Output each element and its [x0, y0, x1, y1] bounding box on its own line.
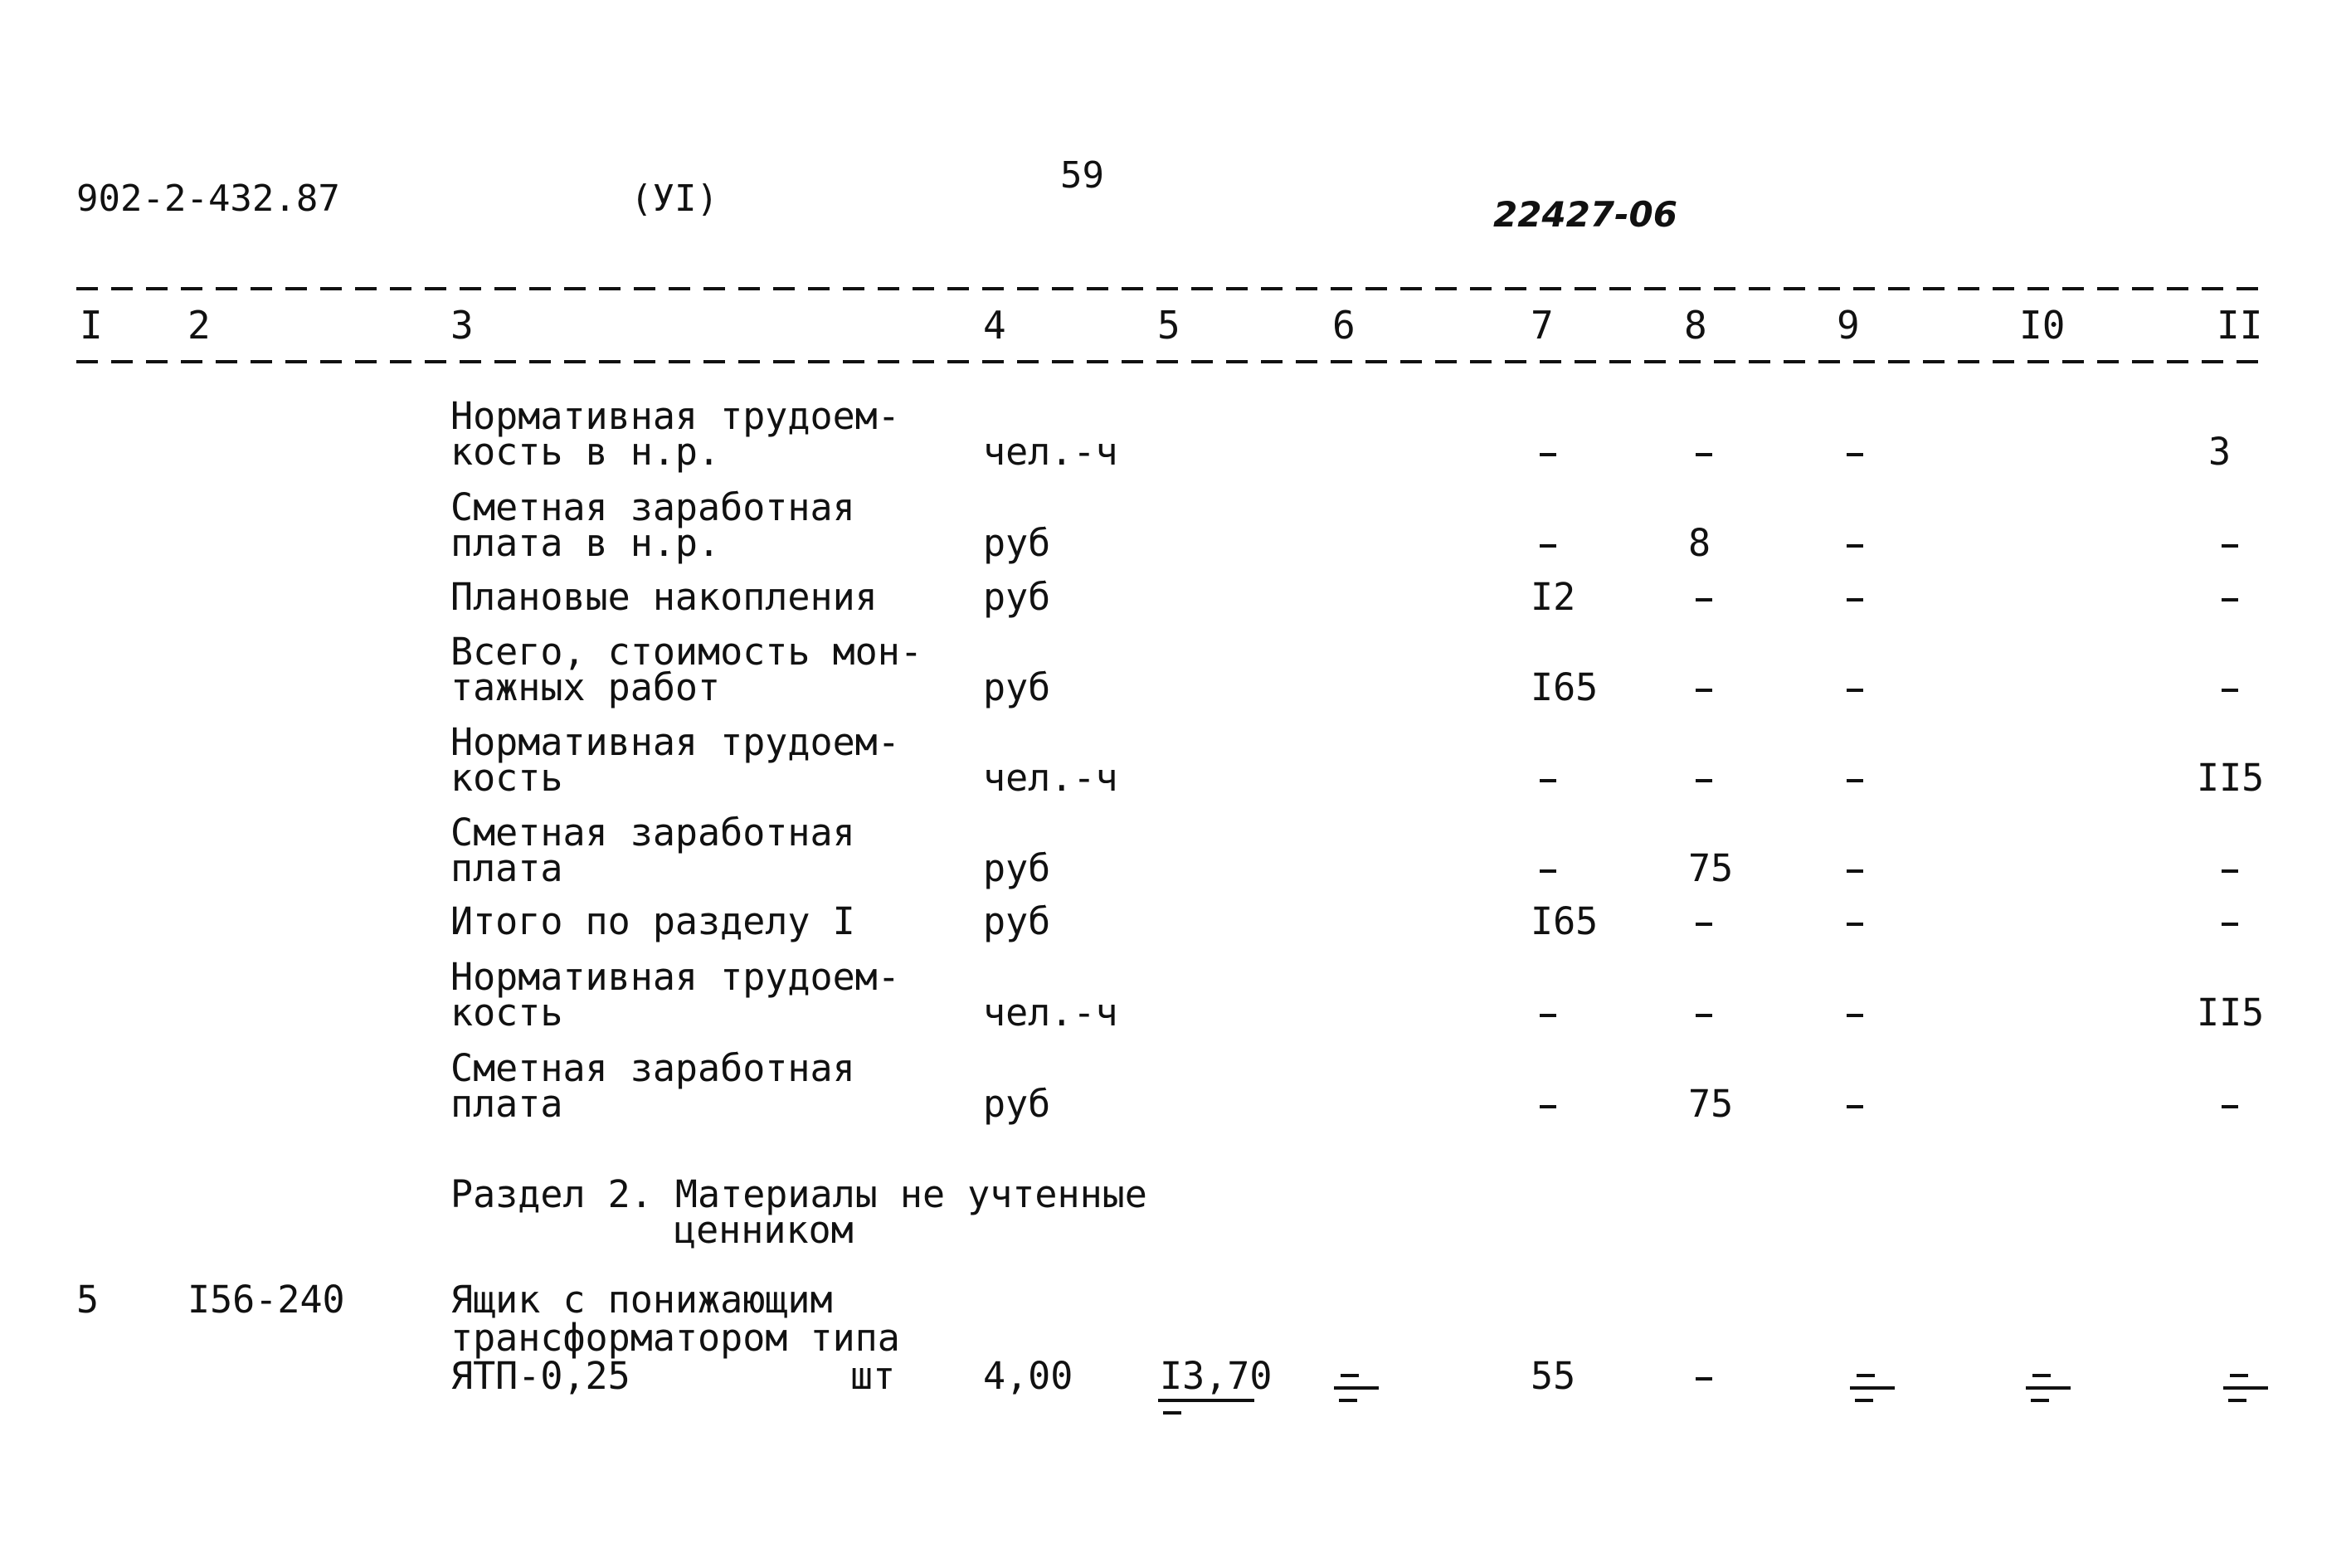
- row-name-cont: кость в н.р.: [450, 430, 721, 474]
- row-c8: 8: [1688, 521, 1711, 565]
- row-unit: руб: [983, 521, 1051, 565]
- row-c9-dash: [1847, 1105, 1863, 1108]
- doc-code: 902-2-432.87: [76, 178, 340, 220]
- row-name: Сметная заработная: [450, 811, 855, 855]
- row-c9-dash: [1847, 689, 1863, 692]
- item-unit-price: I3,70: [1160, 1354, 1273, 1398]
- row-c8-dash: [1696, 453, 1712, 456]
- row-unit: руб: [983, 665, 1051, 709]
- table-header-rule: [76, 360, 2266, 363]
- row-name: Плановые накопления: [450, 575, 878, 619]
- row-name: Итого по разделу I: [450, 899, 855, 943]
- row-c8-dash: [1696, 689, 1712, 692]
- item-c7: 55: [1531, 1354, 1576, 1398]
- archive-number: 22427-06: [1493, 194, 1677, 235]
- row-name: Сметная заработная: [450, 485, 855, 529]
- row-c11-dash: [2222, 544, 2238, 548]
- item-code: I56-240: [187, 1278, 345, 1322]
- row-c9-dash: [1847, 453, 1863, 456]
- row-c8-dash: [1696, 923, 1712, 926]
- row-c11-dash: [2222, 923, 2238, 926]
- row-c11-dash: [2222, 689, 2238, 692]
- row-c8: 75: [1688, 1082, 1734, 1126]
- row-unit: руб: [983, 899, 1051, 943]
- row-c8-dash: [1696, 1014, 1712, 1017]
- row-name-cont: кость: [450, 991, 563, 1035]
- row-name-cont: плата в н.р.: [450, 521, 721, 565]
- row-unit: руб: [983, 1082, 1051, 1126]
- item-name-cont: трансформатором типа: [450, 1316, 900, 1360]
- row-name-cont: плата: [450, 846, 563, 890]
- page-number: 59: [1060, 154, 1104, 197]
- part-number: (УI): [630, 178, 718, 220]
- row-c9-dash: [1847, 779, 1863, 782]
- row-c7-dash: [1540, 779, 1556, 782]
- row-name-cont: кость: [450, 756, 563, 800]
- table-top-rule: [76, 287, 2266, 290]
- fraction-dash-c10: [2026, 1374, 2071, 1407]
- row-c7-dash: [1540, 869, 1556, 873]
- section-title-cont: ценником: [674, 1208, 854, 1252]
- row-c9-dash: [1847, 923, 1863, 926]
- row-unit: чел.-ч: [983, 991, 1118, 1035]
- row-c9-dash: [1847, 869, 1863, 873]
- item-unit: шт: [850, 1354, 896, 1398]
- row-c11-dash: [2222, 598, 2238, 601]
- column-header-2: 2: [187, 303, 211, 348]
- item-name: Ящик с понижающим: [450, 1278, 833, 1322]
- item-quantity: 4,00: [983, 1354, 1073, 1398]
- row-unit: чел.-ч: [983, 430, 1118, 474]
- column-header-4: 4: [983, 303, 1006, 348]
- row-name: Сметная заработная: [450, 1046, 855, 1090]
- price-underline-mark: [1163, 1411, 1181, 1415]
- column-header-6: 6: [1332, 303, 1356, 348]
- column-header-5: 5: [1157, 303, 1180, 348]
- row-unit: чел.-ч: [983, 756, 1118, 800]
- section-title: Раздел 2. Материалы не учтенные: [450, 1172, 1147, 1216]
- row-c11: 3: [2208, 430, 2232, 474]
- row-name: Нормативная трудоем-: [450, 955, 900, 999]
- row-c7: I2: [1531, 575, 1576, 619]
- row-c11: II5: [2197, 991, 2265, 1035]
- fraction-dash-c11: [2223, 1374, 2268, 1407]
- row-c8-dash: [1696, 598, 1712, 601]
- fraction-dash-c9: [1850, 1374, 1895, 1407]
- column-header-10: I0: [2019, 303, 2066, 348]
- column-header-9: 9: [1837, 303, 1860, 348]
- row-c11-dash: [2222, 869, 2238, 873]
- row-name-cont: плата: [450, 1082, 563, 1126]
- item-number: 5: [76, 1278, 100, 1322]
- row-c7-dash: [1540, 453, 1556, 456]
- row-name-cont: тажных работ: [450, 665, 721, 709]
- row-c7: I65: [1531, 665, 1599, 709]
- fraction-dash-c6: [1334, 1374, 1379, 1407]
- row-name: Нормативная трудоем-: [450, 394, 900, 438]
- column-header-8: 8: [1684, 303, 1707, 348]
- row-unit: руб: [983, 575, 1051, 619]
- row-c8-dash: [1696, 779, 1712, 782]
- row-c7-dash: [1540, 1105, 1556, 1108]
- row-c9-dash: [1847, 544, 1863, 548]
- row-c7-dash: [1540, 1014, 1556, 1017]
- row-c7-dash: [1540, 544, 1556, 548]
- column-header-1: I: [80, 303, 103, 348]
- row-c9-dash: [1847, 598, 1863, 601]
- row-c9-dash: [1847, 1014, 1863, 1017]
- column-header-7: 7: [1531, 303, 1554, 348]
- row-name: Всего, стоимость мон-: [450, 630, 922, 674]
- row-name: Нормативная трудоем-: [450, 720, 900, 764]
- item-c8-dash: [1696, 1377, 1712, 1381]
- row-c11: II5: [2197, 756, 2265, 800]
- row-c11-dash: [2222, 1105, 2238, 1108]
- row-c7: I65: [1531, 899, 1599, 943]
- item-name-type: ЯТП-0,25: [450, 1354, 630, 1398]
- column-header-3: 3: [450, 303, 474, 348]
- row-c8: 75: [1688, 846, 1734, 890]
- column-header-11: II: [2217, 303, 2263, 348]
- row-unit: руб: [983, 846, 1051, 890]
- price-underline: [1158, 1399, 1254, 1402]
